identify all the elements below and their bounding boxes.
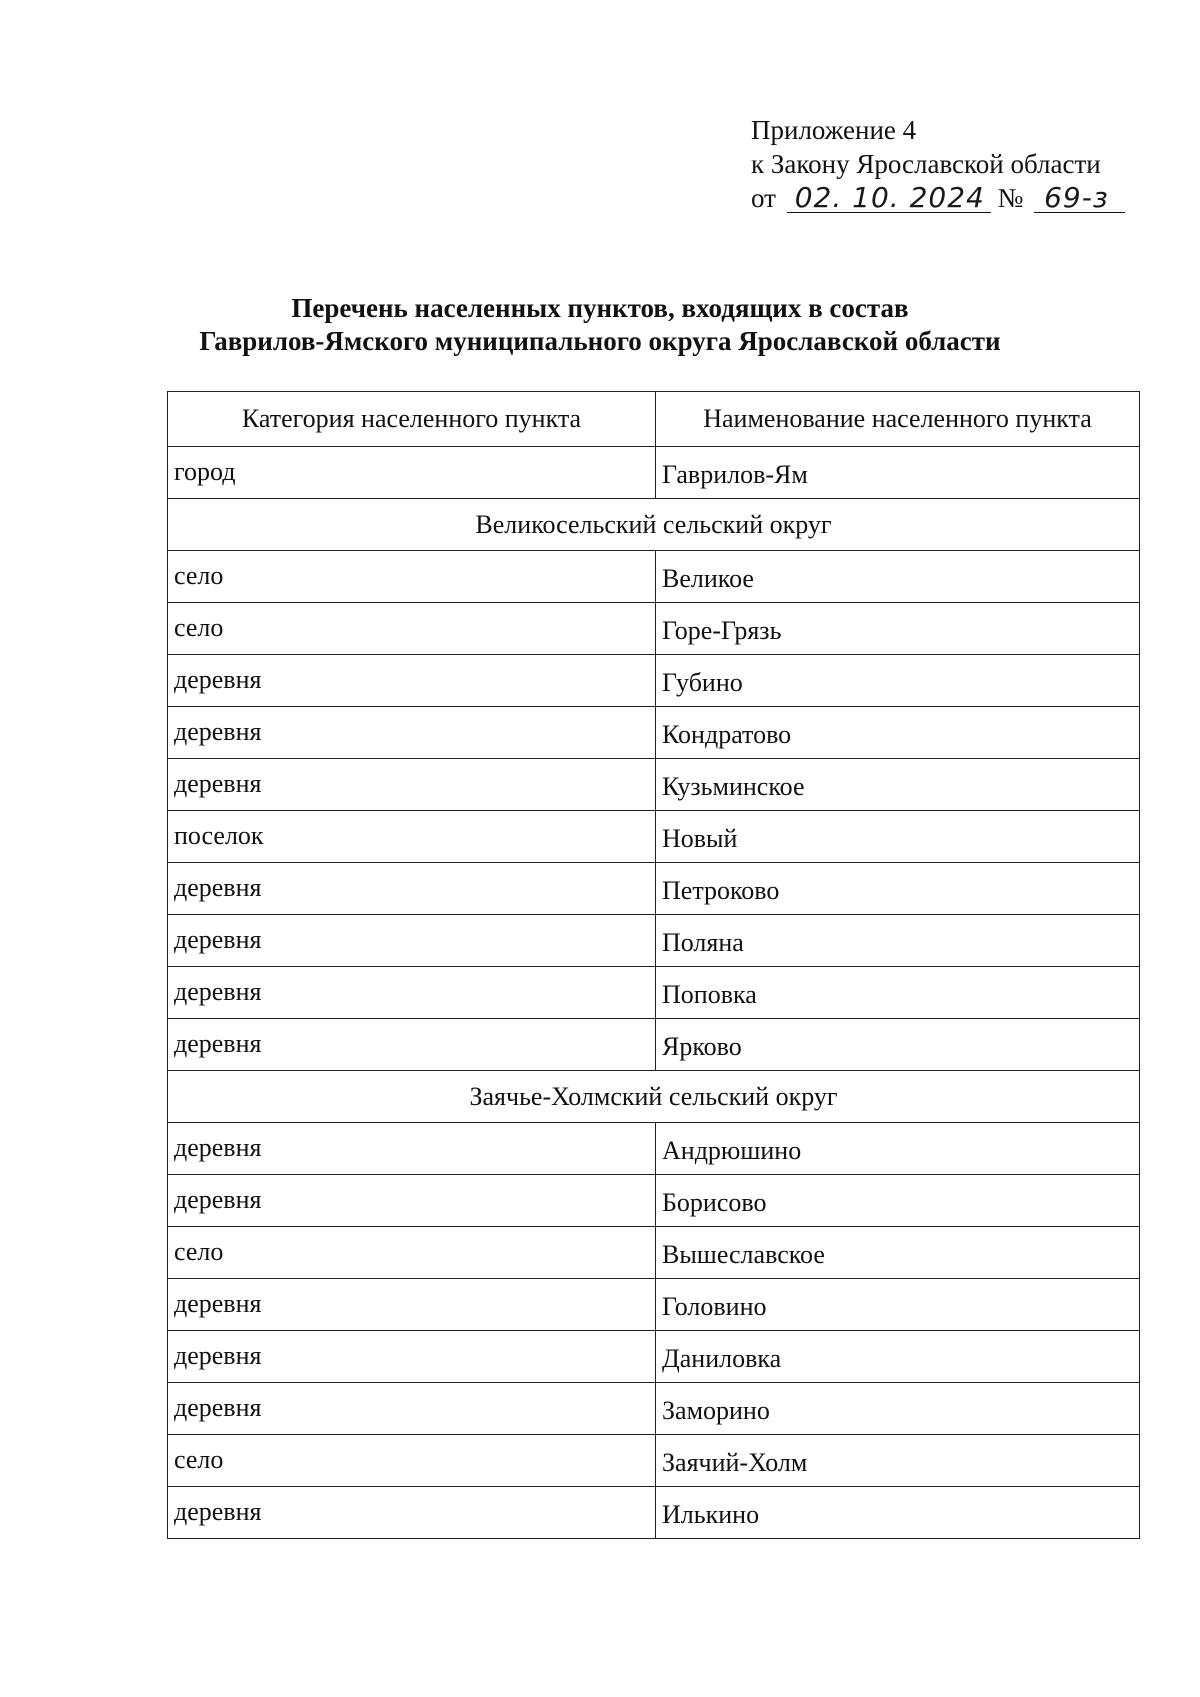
- name-cell: Поповка: [656, 967, 1140, 1019]
- table-row: [168, 707, 1140, 759]
- category-cell: село: [168, 551, 656, 603]
- column-header-category: Категория населенного пункта: [168, 392, 656, 447]
- name-cell: Ярково: [656, 1019, 1140, 1071]
- category-cell: деревня: [168, 1019, 656, 1071]
- category-cell: село: [168, 1227, 656, 1279]
- name-cell: Кузьминское: [656, 759, 1140, 811]
- name-cell: Илькино: [656, 1487, 1140, 1539]
- table-row: [168, 1331, 1140, 1383]
- table-row: [168, 915, 1140, 967]
- category-cell: деревня: [168, 1279, 656, 1331]
- category-cell: деревня: [168, 1383, 656, 1435]
- table-row: [168, 1019, 1140, 1071]
- name-cell: Борисово: [656, 1175, 1140, 1227]
- table-row: [168, 863, 1140, 915]
- category-cell: деревня: [168, 967, 656, 1019]
- name-cell: Новый: [656, 811, 1140, 863]
- name-cell: Великое: [656, 551, 1140, 603]
- name-cell: Головино: [656, 1279, 1140, 1331]
- table-row: [168, 551, 1140, 603]
- name-cell: Горе-Грязь: [656, 603, 1140, 655]
- table-row: [168, 447, 1140, 499]
- category-cell: деревня: [168, 655, 656, 707]
- table-row: [168, 1487, 1140, 1539]
- table-row: [168, 759, 1140, 811]
- table-row: [168, 967, 1140, 1019]
- category-cell: деревня: [168, 1175, 656, 1227]
- table-row: [168, 603, 1140, 655]
- okrug-header-row: [168, 499, 1140, 551]
- category-cell: деревня: [168, 1331, 656, 1383]
- table-row: [168, 1383, 1140, 1435]
- name-cell: Поляна: [656, 915, 1140, 967]
- table-row: [168, 1227, 1140, 1279]
- table-row: [168, 1123, 1140, 1175]
- category-cell: село: [168, 1435, 656, 1487]
- category-cell: деревня: [168, 707, 656, 759]
- category-cell: поселок: [168, 811, 656, 863]
- okrug-title: Великосельский сельский округ: [168, 499, 1140, 551]
- name-cell: Петроково: [656, 863, 1140, 915]
- category-cell: деревня: [168, 915, 656, 967]
- category-cell: деревня: [168, 1123, 656, 1175]
- name-cell: Заморино: [656, 1383, 1140, 1435]
- title-line-2: Гаврилов-Ямского муниципального округа Ярославской области: [199, 326, 1001, 356]
- name-cell: Гаврилов-Ям: [656, 447, 1140, 499]
- category-cell: деревня: [168, 759, 656, 811]
- appendix-header: [751, 113, 1125, 215]
- from-label: от: [751, 183, 776, 213]
- name-cell: Вышеславское: [656, 1227, 1140, 1279]
- name-cell: Даниловка: [656, 1331, 1140, 1383]
- document-title: [0, 292, 1200, 358]
- name-cell: Губино: [656, 655, 1140, 707]
- column-header-name: Наименование населенного пункта: [656, 392, 1140, 447]
- table-row: [168, 1279, 1140, 1331]
- okrug-header-row: [168, 1071, 1140, 1123]
- table-row: [168, 1175, 1140, 1227]
- law-reference: к Закону Ярославской области: [751, 149, 1101, 179]
- category-cell: город: [168, 447, 656, 499]
- table-row: [168, 655, 1140, 707]
- appendix-number: Приложение 4: [751, 115, 917, 145]
- category-cell: деревня: [168, 863, 656, 915]
- table-header-row: [168, 392, 1140, 447]
- handwritten-number: 69-з: [1034, 184, 1125, 213]
- name-cell: Заячий-Холм: [656, 1435, 1140, 1487]
- table-row: [168, 811, 1140, 863]
- settlements-table: [167, 391, 1140, 1539]
- name-cell: Андрюшино: [656, 1123, 1140, 1175]
- okrug-title: Заячье-Холмский сельский округ: [168, 1071, 1140, 1123]
- category-cell: село: [168, 603, 656, 655]
- handwritten-date: 02. 10. 2024: [787, 184, 991, 213]
- law-date-number: [751, 181, 1125, 215]
- name-cell: Кондратово: [656, 707, 1140, 759]
- number-label: №: [997, 183, 1024, 213]
- table-row: [168, 1435, 1140, 1487]
- title-line-1: Перечень населенных пунктов, входящих в состав: [291, 293, 909, 323]
- category-cell: деревня: [168, 1487, 656, 1539]
